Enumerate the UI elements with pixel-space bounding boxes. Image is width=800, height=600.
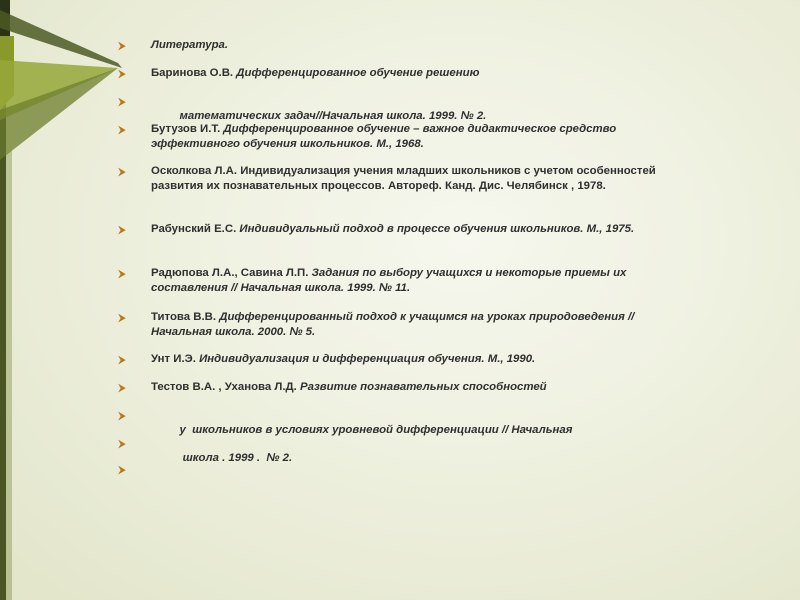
item-title: Литература.	[151, 39, 229, 51]
item-title: у школьников в условиях уровневой дифференциации // Начальная	[170, 424, 573, 436]
arrow-bullet-icon: ⮞	[118, 312, 126, 324]
item-title: Задания по выбору учащихся и некоторые приемы их составления // Начальная школа. 1999. № 11.	[151, 267, 627, 294]
arrow-bullet-icon: ⮞	[118, 354, 126, 366]
arrow-bullet-icon: ⮞	[118, 96, 126, 108]
arrow-bullet-icon: ⮞	[118, 68, 126, 80]
item-author: Осколкова Л.А. Индивидуализация учения младших школьников с учетом особенностей развития их познавательных процессов. Автореф. Канд. Дис. Челябинск , 1978.	[151, 165, 656, 192]
item-title: школа . 1999 . № 2.	[170, 452, 293, 464]
arrow-bullet-icon: ⮞	[118, 268, 126, 280]
item-author: Титова В.В.	[151, 311, 220, 323]
item-author: Баринова О.В.	[151, 67, 237, 79]
arrow-bullet-icon: ⮞	[118, 438, 126, 450]
item-title: Индивидуализация и дифференциация обучения. М., 1990.	[199, 353, 536, 365]
item-title: Дифференцированное обучение решению	[236, 67, 480, 79]
item-title: Дифференцированный подход к учащимся на уроках природоведения // Начальная школа. 2000. № 5.	[151, 311, 635, 338]
arrow-bullet-icon: ⮞	[118, 464, 126, 476]
item-author: Тестов В.А. , Уханова Л.Д.	[151, 381, 301, 393]
item-text	[151, 266, 671, 296]
item-author: Бутузов И.Т.	[151, 123, 224, 135]
arrow-bullet-icon: ⮞	[118, 166, 126, 178]
item-author: Радюпова Л.А., Савина Л.П.	[151, 267, 312, 279]
arrow-bullet-icon: ⮞	[118, 410, 126, 422]
item-text	[151, 436, 671, 481]
item-title: математических задач//Начальная школа. 1999. № 2.	[170, 110, 487, 122]
item-text	[151, 222, 671, 237]
item-author: Унт И.Э.	[151, 353, 200, 365]
item-text	[151, 310, 671, 340]
item-title: Дифференцированное обучение – важное дидактическое средство эффективного обучения школьников. М., 1968.	[151, 123, 617, 150]
item-text	[151, 66, 671, 81]
item-title: Развитие познавательных способностей	[300, 381, 547, 393]
item-text	[151, 352, 671, 367]
item-author: Рабунский Е.С.	[151, 223, 240, 235]
item-text	[151, 122, 671, 152]
arrow-bullet-icon: ⮞	[118, 224, 126, 236]
arrow-bullet-icon: ⮞	[118, 40, 126, 52]
arrow-bullet-icon: ⮞	[118, 382, 126, 394]
arrow-bullet-icon: ⮞	[118, 124, 126, 136]
item-title: Индивидуальный подход в процессе обучения школьников. М., 1975.	[239, 223, 635, 235]
item-text	[151, 164, 671, 194]
item-text	[151, 380, 671, 395]
item-text	[151, 38, 671, 53]
